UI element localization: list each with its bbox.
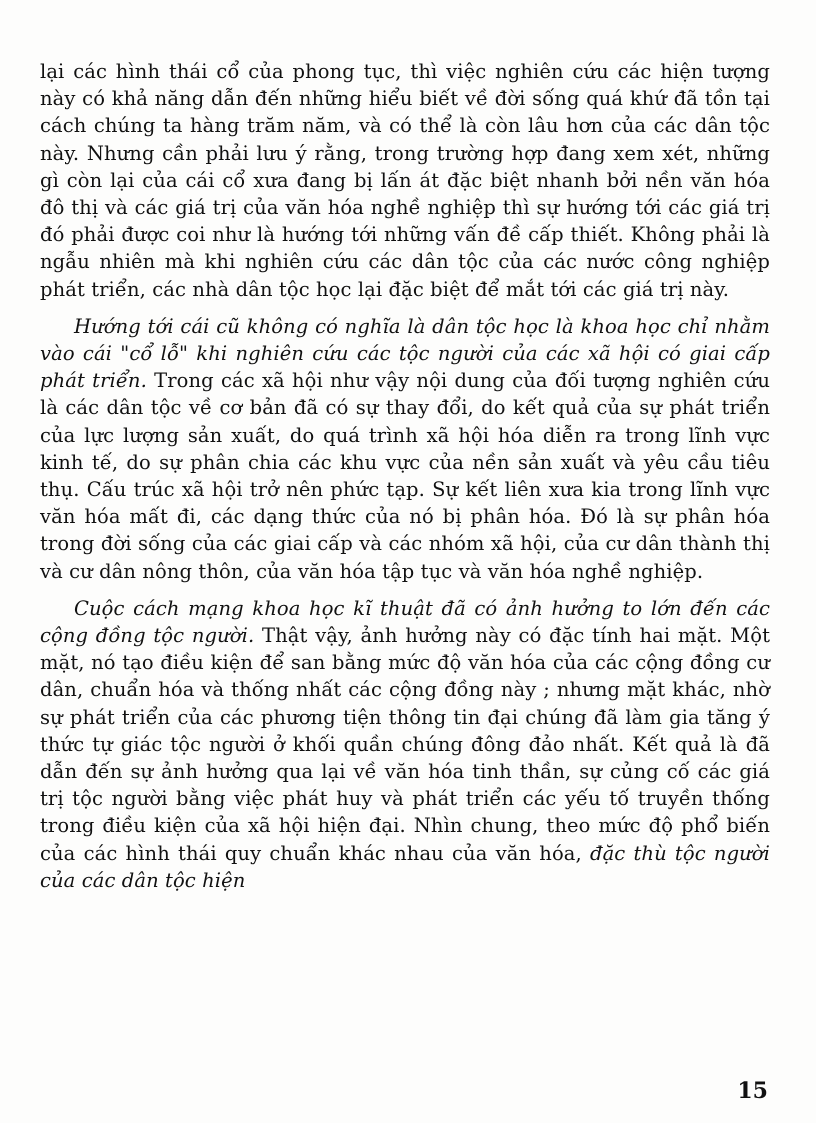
page-number: 15: [737, 1078, 768, 1104]
paragraph-3-italic-tail: đặc thù tộc người của các dân tộc hiện: [40, 841, 770, 892]
paragraph-3: [40, 595, 770, 894]
paragraph-3-italic-lead: Cuộc cách mạng khoa học kĩ thuật đã có ảnh hưởng to lớn đến các cộng đồng tộc người.: [40, 596, 770, 648]
paragraph-2: [40, 313, 770, 585]
page-body: [40, 58, 770, 894]
paragraph-2-italic-lead: Hướng tới cái cũ không có nghĩa là dân tộc học là khoa học chỉ nhằm vào cái "cổ lỗ" khi nghiên cứu các tộc người của các xã hội có giai cấp phát triển.: [40, 314, 770, 393]
paragraph-1: [40, 58, 770, 303]
paragraph-3-text: Thật vậy, ảnh hưởng này có đặc tính hai mặt. Một mặt, nó tạo điều kiện để san bằng mức độ văn hóa của các cộng đồng cư dân, chuẩn hóa và thống nhất các cộng đồng này ; nhưng mặt khác, nhờ sự phát triển của các phương tiện thông tin đại chúng đã làm gia tăng ý thức tự giác tộc người ở khối quần chúng đông đảo nhất. Kết quả là đã dẫn đến sự ảnh hưởng qua lại về văn hóa tinh thần, sự củng cố các giá trị tộc người bằng việc phát huy và phát triển các yếu tố truyền thống trong điều kiện của xã hội hiện đại. Nhìn chung, theo mức độ phổ biến của các hình thái quy chuẩn khác nhau của văn hóa,: [40, 624, 771, 865]
paragraph-2-text: Trong các xã hội như vậy nội dung của đối tượng nghiên cứu là các dân tộc về cơ bản đã có sự thay đổi, do kết quả của sự phát triển của lực lượng sản xuất, do quá trình xã hội hóa diễn ra trong lĩnh vực kinh tế, do sự phân chia các khu vực của nền sản xuất và yêu cầu tiêu thụ. Cấu trúc xã hội trở nên phức tạp. Sự kết liên xưa kia trong lĩnh vực văn hóa mất đi, các dạng thức của nó bị phân hóa. Đó là sự phân hóa trong đời sống của các giai cấp và các nhóm xã hội, của cư dân thành thị và cư dân nông thôn, của văn hóa tập tục và văn hóa nghề nghiệp.: [40, 369, 771, 583]
paragraph-1-text: lại các hình thái cổ của phong tục, thì việc nghiên cứu các hiện tượng này có khả năng dẫn đến những hiểu biết về đời sống quá khứ đã tồn tại cách chúng ta hàng trăm năm, và có thể là còn lâu hơn của các dân tộc này. Nhưng cần phải lưu ý rằng, trong trường hợp đang xem xét, những gì còn lại của cái cổ xưa đang bị lấn át đặc biệt nhanh bởi nền văn hóa đô thị và các giá trị của văn hóa nghề nghiệp thì sự hướng tới các giá trị đó phải được coi như là hướng tới những vấn đề cấp thiết. Không phải là ngẫu nhiên mà khi nghiên cứu các dân tộc của các nước công nghiệp phát triển, các nhà dân tộc học lại đặc biệt để mắt tới các giá trị này.: [40, 60, 770, 301]
